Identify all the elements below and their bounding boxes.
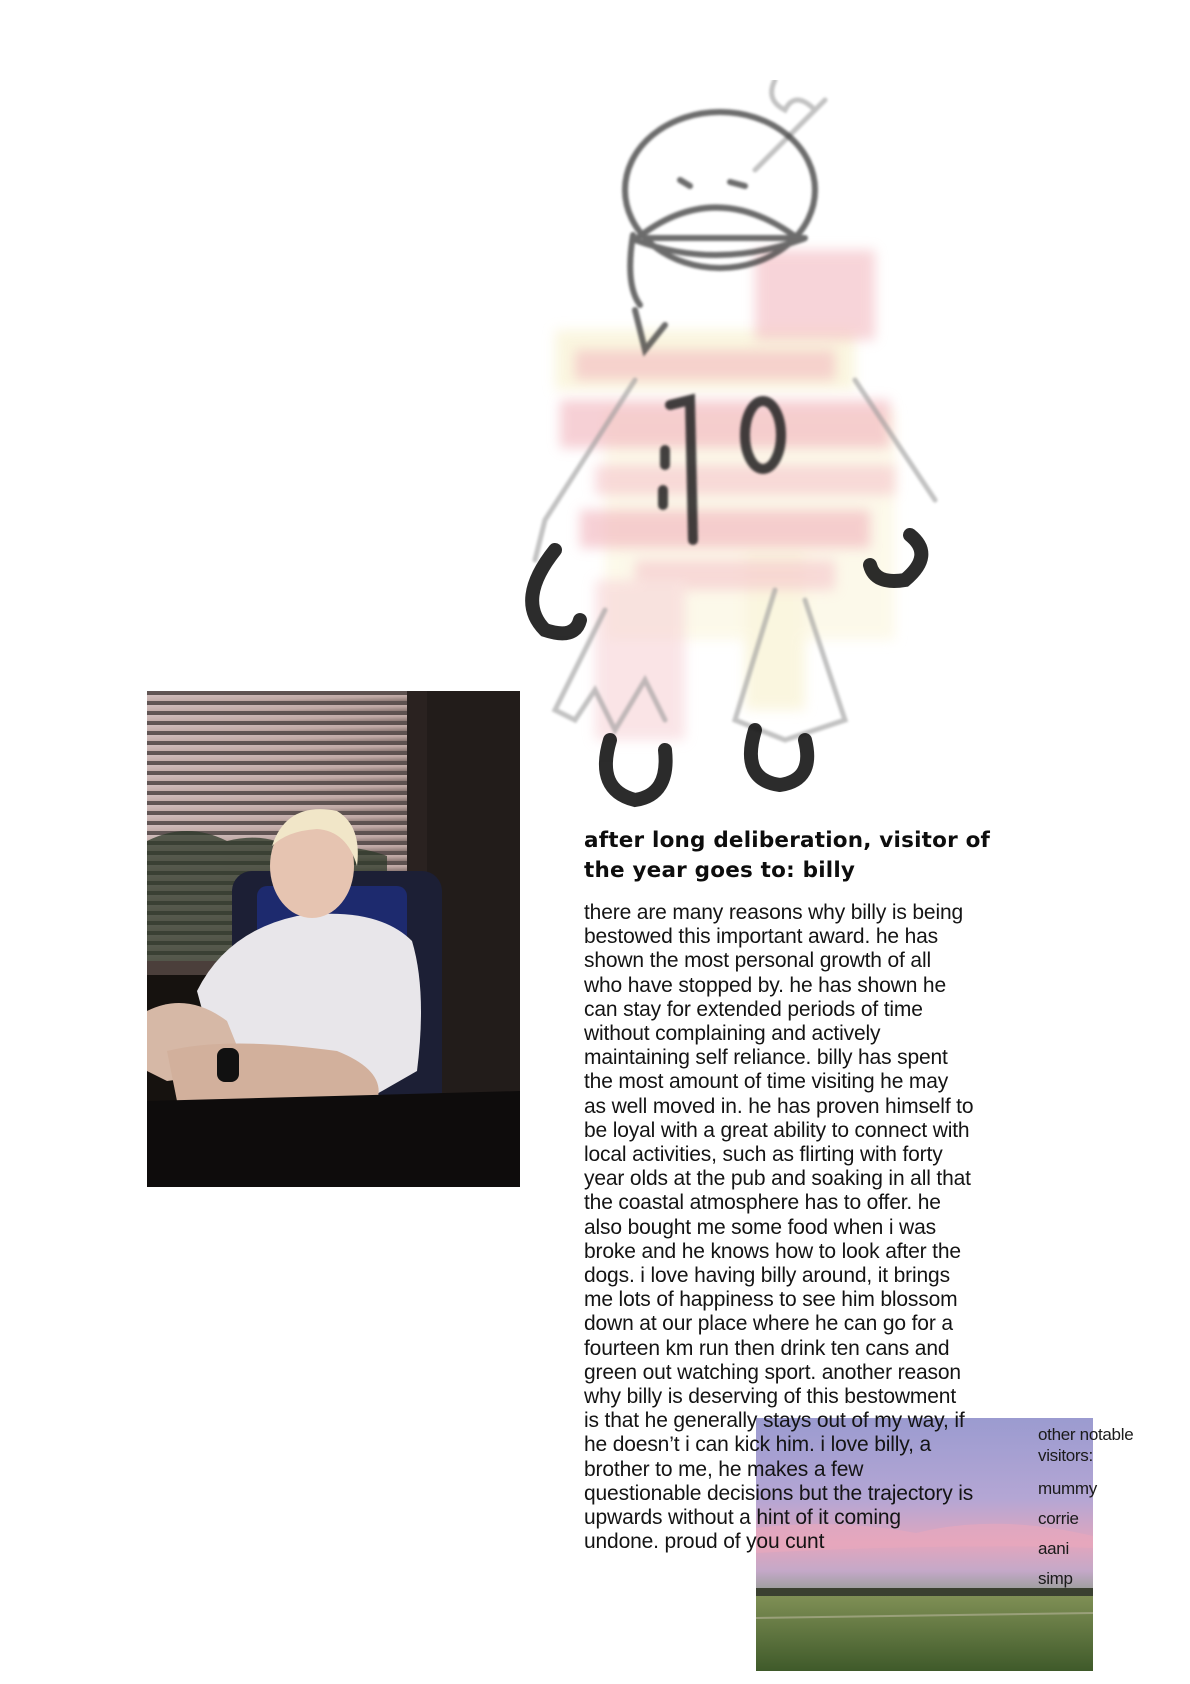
visitor-names [1038,1474,1168,1594]
portrait-photo [147,691,520,1187]
visitor-name: mummy [1038,1479,1097,1498]
award-headline: after long deliberation, visitor of the year goes to: billy [584,828,991,883]
watercolor-figure-illustration [515,80,995,820]
notable-visitors-list [1038,1424,1168,1594]
award-body-text: there are many reasons why billy is being bestowed this important award. he has shown the most personal growth of all who have stopped by. he has shown he can stay for extended periods of time without complaining and actively maintaining self reliance. billy has spent the most amount of time visiting he may as well moved in. he has proven himself to be loyal with a great ability to connect with local activities, such as flirting with forty year olds at the pub and soaking in all that the coastal atmosphere has to offer. he also bought me some food when i was broke and he knows how to look after the dogs. i love having billy around, it brings me lots of happiness to see him blossom down at our place where he can go for a fourteen km run then drink ten cans and green out watching sport. another reason why billy is deserving of this bestowment is that he generally stays out of my way, if he doesn’t i can kick him. i love billy, a brother to me, he makes a few questionable decisions but the trajectory is upwards without a hint of it coming undone. proud of you cunt [584,901,974,1554]
visitor-name: simp [1038,1569,1073,1588]
notable-visitors-heading: other notable visitors: [1038,1425,1134,1465]
visitor-name: aani [1038,1539,1069,1558]
visitor-name: corrie [1038,1509,1079,1528]
